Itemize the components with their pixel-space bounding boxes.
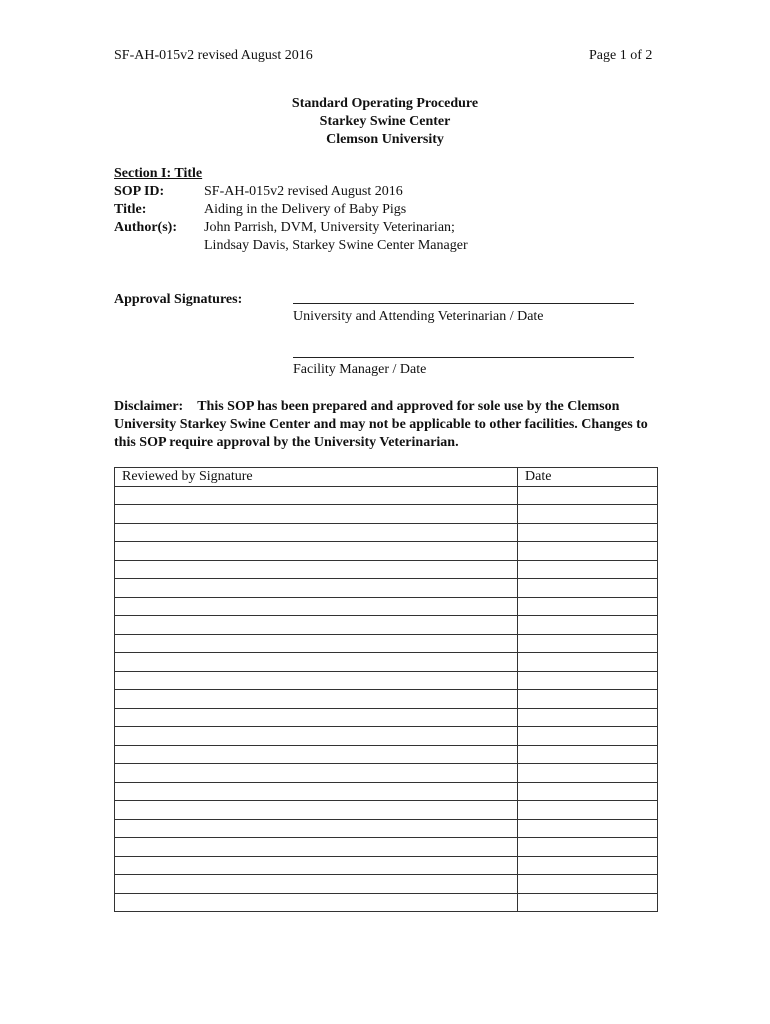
signature-cell[interactable] [115,616,518,635]
signature-cell[interactable] [115,653,518,672]
authors-label: Author(s): [114,220,177,235]
table-row [115,745,658,764]
date-cell[interactable] [518,653,658,672]
date-cell[interactable] [518,727,658,746]
signature-cell[interactable] [115,875,518,894]
signature-cell[interactable] [115,745,518,764]
signature-cell[interactable] [115,801,518,820]
table-row [115,542,658,561]
sop-id-value: SF-AH-015v2 revised August 2016 [204,184,403,199]
signature-caption-veterinarian: University and Attending Veterinarian / Date [293,309,544,324]
table-row [115,653,658,672]
signature-cell[interactable] [115,708,518,727]
date-cell[interactable] [518,486,658,505]
review-table-body [115,486,658,912]
signature-cell[interactable] [115,819,518,838]
date-cell[interactable] [518,616,658,635]
authors-line-2: Lindsay Davis, Starkey Swine Center Manager [204,238,468,253]
disclaimer-label: Disclaimer: [114,399,184,414]
column-header-date: Date [518,468,658,487]
date-cell[interactable] [518,875,658,894]
signature-cell[interactable] [115,838,518,857]
table-row [115,616,658,635]
date-cell[interactable] [518,671,658,690]
signature-cell[interactable] [115,634,518,653]
table-row [115,486,658,505]
date-cell[interactable] [518,764,658,783]
table-row [115,764,658,783]
table-row [115,838,658,857]
signature-cell[interactable] [115,782,518,801]
sop-id-label: SOP ID: [114,184,165,199]
table-row [115,579,658,598]
date-cell[interactable] [518,856,658,875]
disclaimer [114,398,659,452]
table-row [115,523,658,542]
column-header-signature: Reviewed by Signature [115,468,518,487]
table-row [115,875,658,894]
table-row [115,801,658,820]
signature-line-veterinarian[interactable] [293,303,634,304]
signature-cell[interactable] [115,856,518,875]
signature-caption-facility-manager: Facility Manager / Date [293,362,427,377]
signature-cell[interactable] [115,523,518,542]
signature-cell[interactable] [115,597,518,616]
title-line-2: Starkey Swine Center [319,114,451,129]
header-page-number: Page 1 of 2 [589,48,653,63]
table-row [115,893,658,912]
date-cell[interactable] [518,819,658,838]
review-table [114,467,658,912]
signature-cell[interactable] [115,690,518,709]
signature-cell[interactable] [115,579,518,598]
signature-line-facility-manager[interactable] [293,357,634,358]
date-cell[interactable] [518,579,658,598]
table-row [115,727,658,746]
table-row [115,708,658,727]
signature-cell[interactable] [115,505,518,524]
title-value: Aiding in the Delivery of Baby Pigs [204,202,407,217]
table-row [115,634,658,653]
signature-cell[interactable] [115,560,518,579]
table-row [115,671,658,690]
signature-cell[interactable] [115,542,518,561]
title-line-1: Standard Operating Procedure [291,96,479,111]
review-table-header-row [115,468,658,487]
authors-line-1: John Parrish, DVM, University Veterinarian; [204,220,455,235]
date-cell[interactable] [518,838,658,857]
table-row [115,597,658,616]
header-doc-id: SF-AH-015v2 revised August 2016 [114,48,313,63]
table-row [115,560,658,579]
table-row [115,819,658,838]
title-label: Title: [114,202,147,217]
table-row [115,505,658,524]
date-cell[interactable] [518,801,658,820]
signature-cell[interactable] [115,727,518,746]
date-cell[interactable] [518,597,658,616]
section-heading: Section I: Title [114,166,203,181]
date-cell[interactable] [518,782,658,801]
date-cell[interactable] [518,893,658,912]
date-cell[interactable] [518,690,658,709]
approval-label: Approval Signatures: [114,292,243,307]
disclaimer-text: This SOP has been prepared and approved for sole use by the Clemson University Starkey Swine Center and may not be applicable to other facilities. Changes to this SOP require approval by the University Veterinarian. [114,399,648,450]
table-row [115,782,658,801]
signature-cell[interactable] [115,893,518,912]
signature-cell[interactable] [115,671,518,690]
signature-cell[interactable] [115,764,518,783]
date-cell[interactable] [518,634,658,653]
table-row [115,856,658,875]
date-cell[interactable] [518,523,658,542]
date-cell[interactable] [518,745,658,764]
date-cell[interactable] [518,505,658,524]
date-cell[interactable] [518,708,658,727]
signature-cell[interactable] [115,486,518,505]
date-cell[interactable] [518,542,658,561]
date-cell[interactable] [518,560,658,579]
title-line-3: Clemson University [326,132,444,147]
table-row [115,690,658,709]
